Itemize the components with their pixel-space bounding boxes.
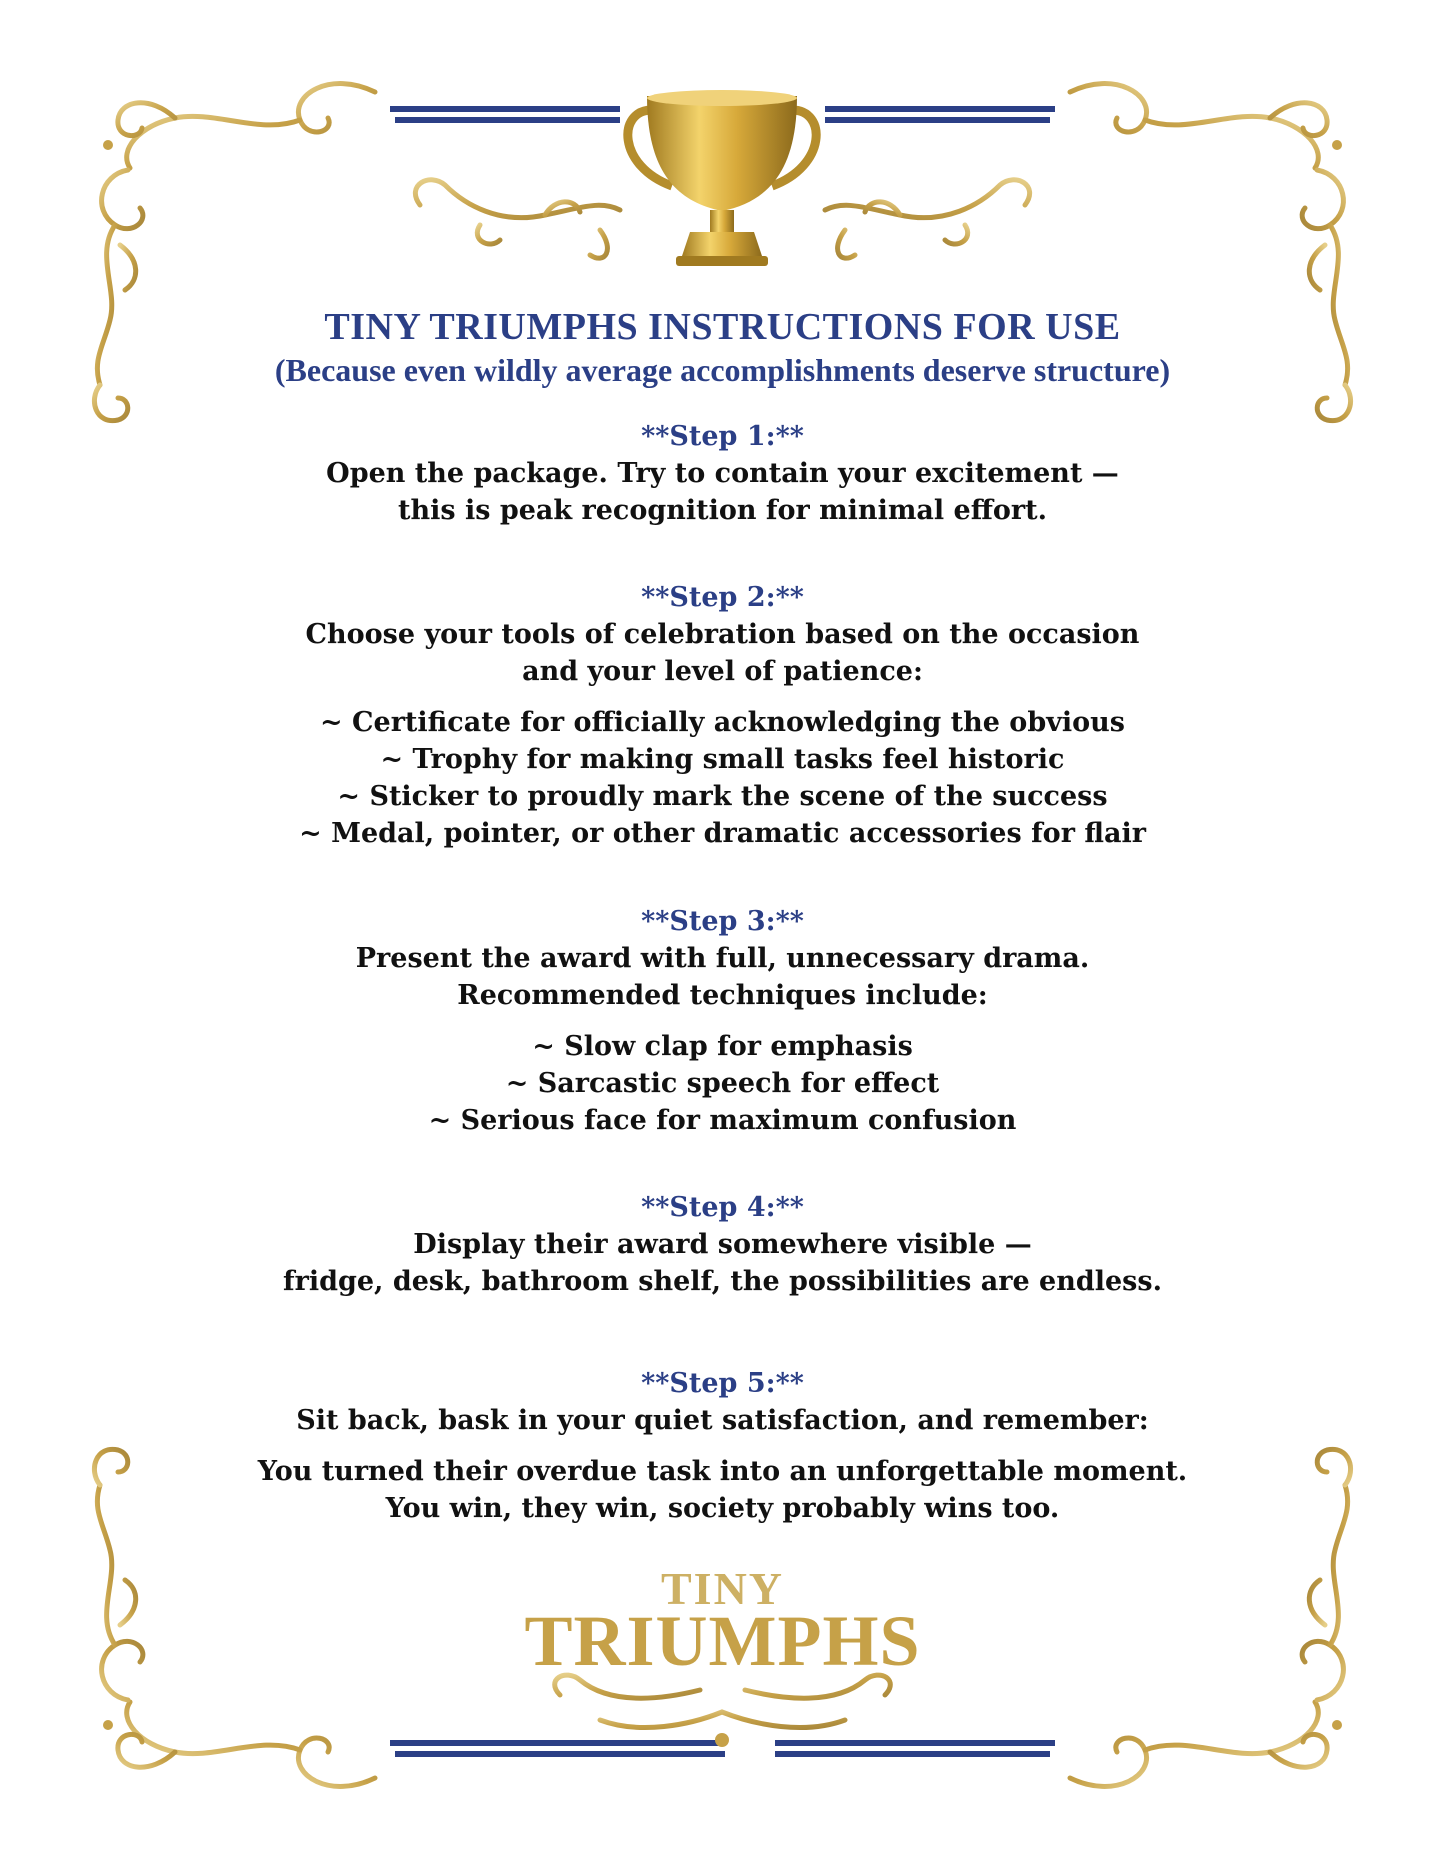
step-2-section <box>0 579 1445 852</box>
step-3-section <box>0 903 1445 1139</box>
closing-line: You win, they win, society probably wins too. <box>385 1493 1060 1524</box>
list-item: ~ Certificate for officially acknowledging the obvious <box>320 707 1125 738</box>
step-line: fridge, desk, bathroom shelf, the possibilities are endless. <box>283 1266 1162 1297</box>
bottom-right-blue-bars <box>775 1740 1055 1757</box>
closing-line: You turned their overdue task into an unforgettable moment. <box>257 1456 1188 1487</box>
step-line: Choose your tools of celebration based on the occasion <box>305 619 1140 650</box>
step-line: this is peak recognition for minimal effort. <box>398 495 1047 526</box>
logo-tiny-text: TINY <box>660 1563 785 1614</box>
trophy-icon <box>612 86 832 270</box>
list-item: ~ Serious face for maximum confusion <box>428 1105 1017 1136</box>
top-left-blue-bars <box>390 106 620 123</box>
list-item: ~ Slow clap for emphasis <box>532 1031 913 1062</box>
logo-triumphs-text: TRIUMPHS <box>524 1601 921 1681</box>
step-heading: **Step 2:** <box>641 582 804 613</box>
step-heading: **Step 4:** <box>641 1192 804 1223</box>
flourish-ornament-left <box>415 180 620 258</box>
step-4-section <box>0 1189 1445 1300</box>
step-line: and your level of patience: <box>522 656 923 687</box>
list-item: ~ Sticker to proudly mark the scene of the success <box>337 781 1108 812</box>
step-line: Open the package. Try to contain your excitement — <box>326 458 1119 489</box>
top-right-blue-bars <box>825 106 1055 123</box>
list-item: ~ Medal, pointer, or other dramatic accessories for flair <box>299 818 1146 849</box>
step-heading: **Step 3:** <box>641 906 804 937</box>
step-line: Recommended techniques include: <box>457 980 988 1011</box>
list-item: ~ Sarcastic speech for effect <box>505 1068 940 1099</box>
bottom-left-blue-bars <box>390 1740 725 1757</box>
step-line: Present the award with full, unnecessary drama. <box>355 943 1090 974</box>
step-line: Sit back, bask in your quiet satisfaction, and remember: <box>296 1405 1149 1436</box>
flourish-ornament-bottom <box>555 1675 891 1747</box>
flourish-ornament-right <box>825 180 1030 258</box>
page-subtitle: (Because even wildly average accomplishments deserve structure) <box>274 352 1171 388</box>
step-line: Display their award somewhere visible — <box>413 1229 1032 1260</box>
step-heading: **Step 5:** <box>641 1368 804 1399</box>
step-5-section <box>0 1365 1445 1527</box>
list-item: ~ Trophy for making small tasks feel historic <box>380 744 1065 775</box>
step-1-section <box>0 418 1445 529</box>
step-heading: **Step 1:** <box>641 421 804 452</box>
page-title: TINY TRIUMPHS INSTRUCTIONS FOR USE <box>324 306 1121 348</box>
